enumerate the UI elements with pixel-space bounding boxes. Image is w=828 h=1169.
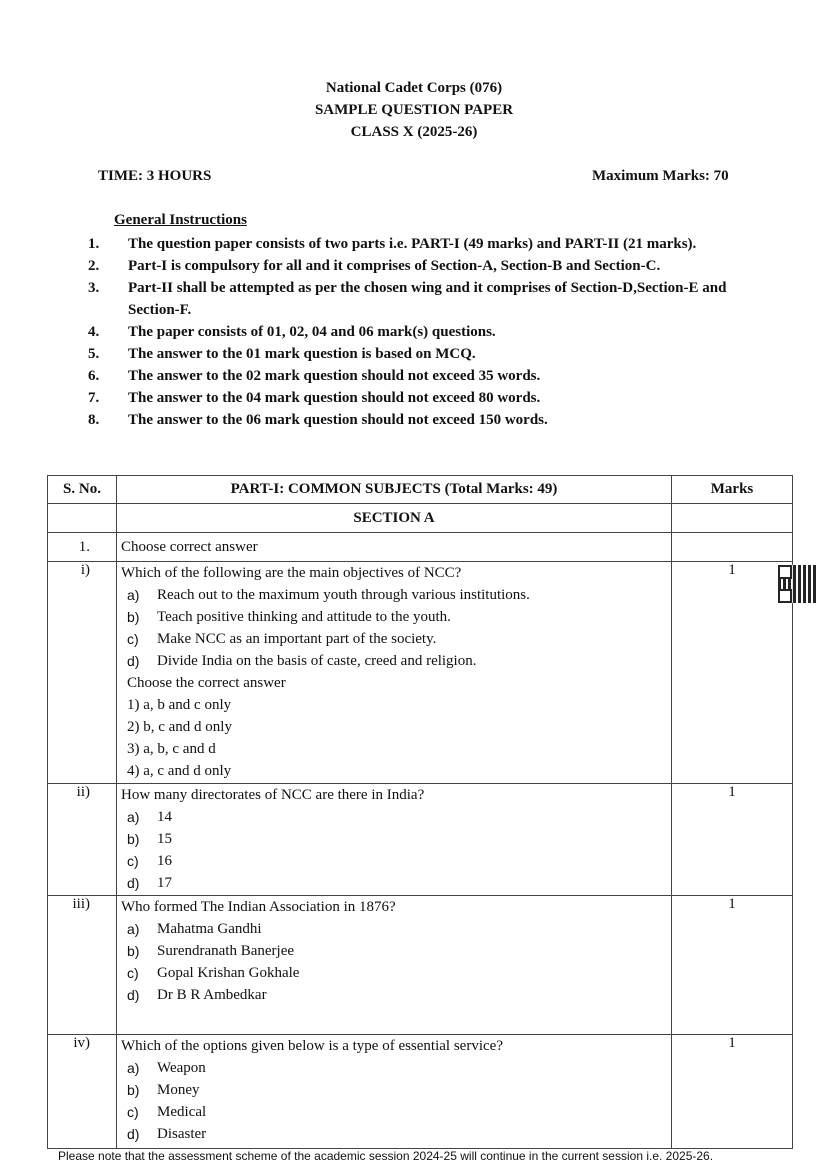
instructions-title: General Instructions	[114, 212, 247, 228]
paper-subject: National Cadet Corps (076)	[325, 80, 503, 96]
question-text: How many directorates of NCC are there in India?	[121, 787, 425, 803]
option-text: Money	[157, 1082, 200, 1098]
question-number: ii)	[48, 784, 117, 896]
header-sno: S. No.	[48, 476, 117, 504]
instruction-text: The answer to the 06 mark question should not exceed 150 words.	[128, 412, 548, 428]
option-text: 16	[157, 853, 172, 869]
paper-class: CLASS X (2025-26)	[350, 124, 478, 140]
option-letter: d)	[127, 653, 140, 669]
option-letter: d)	[127, 1126, 140, 1142]
option-text: Weapon	[157, 1060, 206, 1076]
table-row	[48, 784, 793, 896]
table-header-row	[48, 476, 793, 504]
instruction-text: The paper consists of 01, 02, 04 and 06 mark(s) questions.	[128, 324, 496, 340]
option	[117, 606, 671, 628]
instruction-number: 5.	[88, 346, 100, 362]
question-cell	[117, 1035, 672, 1149]
question-marks: 1	[672, 896, 793, 1035]
question-number: iii)	[48, 896, 117, 1035]
option-text: Divide India on the basis of caste, creed and religion.	[157, 653, 477, 669]
instruction-text: The answer to the 02 mark question should not exceed 35 words.	[128, 368, 541, 384]
option-letter: c)	[127, 965, 139, 981]
option-letter: c)	[127, 853, 139, 869]
option	[117, 872, 671, 894]
paper-type: SAMPLE QUESTION PAPER	[314, 102, 514, 118]
option-letter: a)	[127, 809, 140, 825]
option-text: 17	[157, 875, 172, 891]
option-letter: c)	[127, 631, 139, 647]
footer-note: Please note that the assessment scheme of the academic session 2024-25 will continue in the current session i.e. 2025-26.	[58, 1149, 714, 1163]
option-text: Medical	[157, 1104, 207, 1120]
question-text: Choose correct answer	[117, 533, 672, 562]
option	[117, 1101, 671, 1123]
question-cell	[117, 784, 672, 896]
option-text: Mahatma Gandhi	[157, 921, 262, 937]
table-row	[48, 1035, 793, 1149]
instruction-text: Part-I is compulsory for all and it comprises of Section-A, Section-B and Section-C.	[128, 258, 661, 274]
option	[117, 1079, 671, 1101]
question-text: Which of the options given below is a type of essential service?	[121, 1038, 503, 1054]
instruction-number: 4.	[88, 324, 100, 340]
question-text: Who formed The Indian Association in 1876?	[121, 899, 396, 915]
instruction-number: 2.	[88, 258, 100, 274]
answer-choice: 4) a, c and d only	[127, 763, 232, 779]
instruction-item	[88, 255, 778, 277]
option	[117, 962, 671, 984]
option-letter: a)	[127, 1060, 140, 1076]
option-letter: d)	[127, 987, 140, 1003]
option-letter: b)	[127, 609, 140, 625]
question-number: iv)	[48, 1035, 117, 1149]
option-letter: b)	[127, 943, 140, 959]
question-cell	[117, 562, 672, 784]
option-text: Teach positive thinking and attitude to the youth.	[157, 609, 451, 625]
question-marks: 1	[672, 562, 793, 784]
header-part: PART-I: COMMON SUBJECTS (Total Marks: 49)	[117, 476, 672, 504]
instruction-number: 3.	[88, 280, 100, 296]
option-letter: a)	[127, 921, 140, 937]
instruction-item	[88, 277, 778, 321]
option	[117, 1123, 671, 1145]
time-label: TIME: 3 HOURS	[98, 168, 212, 184]
option	[117, 828, 671, 850]
instruction-number: 6.	[88, 368, 100, 384]
table-row	[48, 896, 793, 1035]
instruction-item	[88, 365, 778, 387]
option	[117, 850, 671, 872]
section-row	[48, 504, 793, 533]
answer-choice: 1) a, b and c only	[127, 697, 232, 713]
answer-choice: Choose the correct answer	[127, 675, 286, 691]
option	[117, 984, 671, 1006]
answer-choice: 2) b, c and d only	[127, 719, 232, 735]
option-letter: c)	[127, 1104, 139, 1120]
instruction-item	[88, 321, 778, 343]
table-row	[48, 533, 793, 562]
option	[117, 628, 671, 650]
option-text: Reach out to the maximum youth through various institutions.	[157, 587, 530, 603]
option	[117, 806, 671, 828]
question-marks: 1	[672, 1035, 793, 1149]
option-text: Dr B R Ambedkar	[157, 987, 267, 1003]
instruction-text: The answer to the 04 mark question should not exceed 80 words.	[128, 390, 541, 406]
instruction-item	[88, 233, 778, 255]
option	[117, 940, 671, 962]
instruction-number: 8.	[88, 412, 100, 428]
instruction-item	[88, 343, 778, 365]
qr-code-icon	[778, 565, 816, 603]
option-letter: b)	[127, 831, 140, 847]
header-marks: Marks	[672, 476, 793, 504]
question-cell	[117, 896, 672, 1035]
option-text: 15	[157, 831, 172, 847]
instruction-number: 7.	[88, 390, 100, 406]
option-text: Disaster	[157, 1126, 207, 1142]
table-row	[48, 562, 793, 784]
option	[117, 918, 671, 940]
question-text: Which of the following are the main objectives of NCC?	[121, 565, 462, 581]
option-text: Surendranath Banerjee	[157, 943, 295, 959]
option	[117, 1057, 671, 1079]
questions-table	[47, 475, 793, 1149]
question-marks: 1	[672, 784, 793, 896]
option-letter: b)	[127, 1082, 140, 1098]
option-text: 14	[157, 809, 172, 825]
answer-choice: 3) a, b, c and d	[127, 741, 216, 757]
instruction-item	[88, 387, 778, 409]
instruction-item	[88, 409, 778, 431]
instruction-number: 1.	[88, 236, 100, 252]
option-letter: d)	[127, 875, 140, 891]
option-text: Make NCC as an important part of the society.	[157, 631, 437, 647]
question-number: 1.	[48, 533, 117, 562]
option	[117, 584, 671, 606]
option-text: Gopal Krishan Gokhale	[157, 965, 300, 981]
option-letter: a)	[127, 587, 140, 603]
max-marks-label: Maximum Marks: 70	[592, 168, 729, 184]
instruction-text: The question paper consists of two parts i.e. PART-I (49 marks) and PART-II (21 marks).	[128, 236, 697, 252]
instruction-text: The answer to the 01 mark question is based on MCQ.	[128, 346, 476, 362]
instruction-text: Part-II shall be attempted as per the chosen wing and it comprises of Section-D,Section-E and Section-F.	[128, 280, 727, 318]
option	[117, 650, 671, 672]
section-title: SECTION A	[117, 504, 672, 533]
question-number: i)	[48, 562, 117, 784]
instructions-list	[88, 233, 778, 431]
